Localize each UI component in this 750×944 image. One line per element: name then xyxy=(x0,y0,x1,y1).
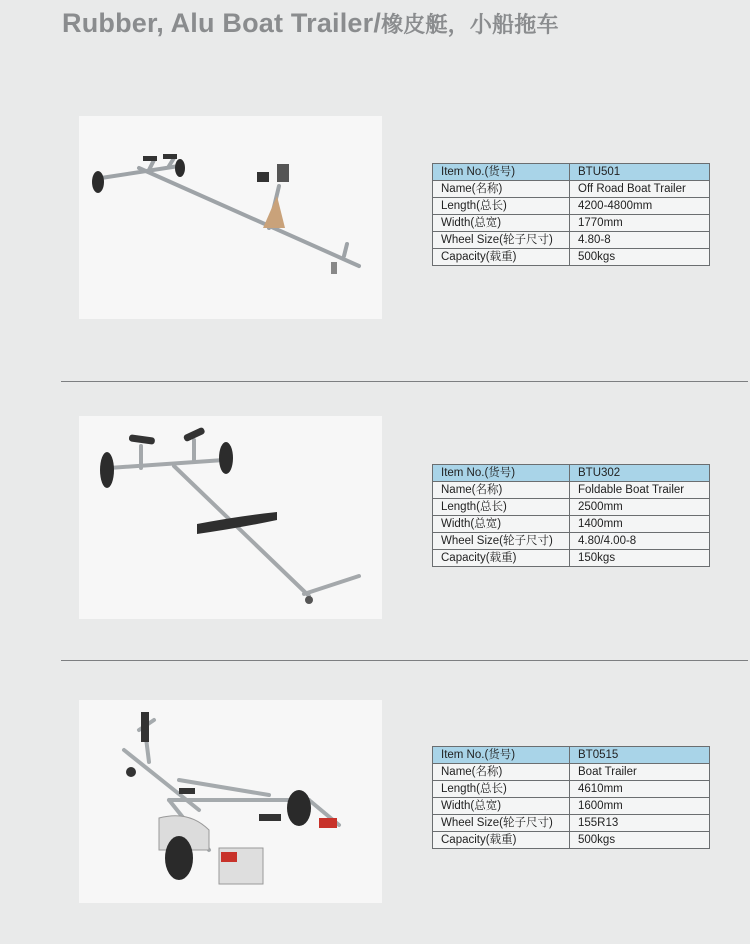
product-photo-off-road-trailer xyxy=(79,116,382,319)
spec-value: 4610mm xyxy=(570,781,710,798)
spec-value: 4200-4800mm xyxy=(570,198,710,215)
spec-row-length xyxy=(433,499,710,516)
spec-row-wheel-size xyxy=(433,232,710,249)
section-divider xyxy=(61,660,748,661)
spec-value: BT0515 xyxy=(570,747,710,764)
spec-row-item-no xyxy=(433,747,710,764)
spec-row-item-no xyxy=(433,164,710,181)
spec-value: 155R13 xyxy=(570,815,710,832)
spec-value: 4.80-8 xyxy=(570,232,710,249)
spec-row-width xyxy=(433,516,710,533)
spec-key: Item No.(货号) xyxy=(433,465,570,482)
spec-row-capacity xyxy=(433,249,710,266)
spec-value: 500kgs xyxy=(570,249,710,266)
spec-value: Boat Trailer xyxy=(570,764,710,781)
spec-key: Name(名称) xyxy=(433,482,570,499)
spec-table-bt0515 xyxy=(432,746,710,849)
product-photo-foldable-trailer xyxy=(79,416,382,619)
spec-row-width xyxy=(433,215,710,232)
spec-table-btu501 xyxy=(432,163,710,266)
spec-key: Wheel Size(轮子尺寸) xyxy=(433,533,570,550)
spec-value: Off Road Boat Trailer xyxy=(570,181,710,198)
spec-key: Item No.(货号) xyxy=(433,747,570,764)
section-divider xyxy=(61,381,748,382)
spec-row-capacity xyxy=(433,832,710,849)
spec-row-name xyxy=(433,764,710,781)
spec-key: Wheel Size(轮子尺寸) xyxy=(433,815,570,832)
spec-value: 2500mm xyxy=(570,499,710,516)
spec-value: BTU501 xyxy=(570,164,710,181)
spec-key: Length(总长) xyxy=(433,499,570,516)
spec-value: 150kgs xyxy=(570,550,710,567)
spec-key: Capacity(载重) xyxy=(433,550,570,567)
spec-value: 1600mm xyxy=(570,798,710,815)
spec-row-name xyxy=(433,482,710,499)
page-title xyxy=(62,8,559,39)
page-title-cn: 橡皮艇，小船拖车 xyxy=(381,12,559,37)
spec-key: Name(名称) xyxy=(433,764,570,781)
spec-key: Width(总宽) xyxy=(433,516,570,533)
spec-key: Length(总长) xyxy=(433,781,570,798)
spec-key: Capacity(载重) xyxy=(433,832,570,849)
spec-value: 1770mm xyxy=(570,215,710,232)
product-photo-boat-trailer xyxy=(79,700,382,903)
spec-value: BTU302 xyxy=(570,465,710,482)
page-title-en: Rubber, Alu Boat Trailer/ xyxy=(62,8,382,38)
spec-row-length xyxy=(433,198,710,215)
spec-key: Width(总宽) xyxy=(433,215,570,232)
spec-row-item-no xyxy=(433,465,710,482)
spec-key: Width(总宽) xyxy=(433,798,570,815)
spec-key: Capacity(载重) xyxy=(433,249,570,266)
spec-table-btu302 xyxy=(432,464,710,567)
spec-value: Foldable Boat Trailer xyxy=(570,482,710,499)
spec-value: 4.80/4.00-8 xyxy=(570,533,710,550)
spec-row-length xyxy=(433,781,710,798)
spec-row-capacity xyxy=(433,550,710,567)
spec-row-wheel-size xyxy=(433,533,710,550)
spec-key: Name(名称) xyxy=(433,181,570,198)
spec-value: 500kgs xyxy=(570,832,710,849)
spec-key: Item No.(货号) xyxy=(433,164,570,181)
spec-value: 1400mm xyxy=(570,516,710,533)
spec-key: Wheel Size(轮子尺寸) xyxy=(433,232,570,249)
spec-row-width xyxy=(433,798,710,815)
spec-row-wheel-size xyxy=(433,815,710,832)
spec-row-name xyxy=(433,181,710,198)
spec-key: Length(总长) xyxy=(433,198,570,215)
